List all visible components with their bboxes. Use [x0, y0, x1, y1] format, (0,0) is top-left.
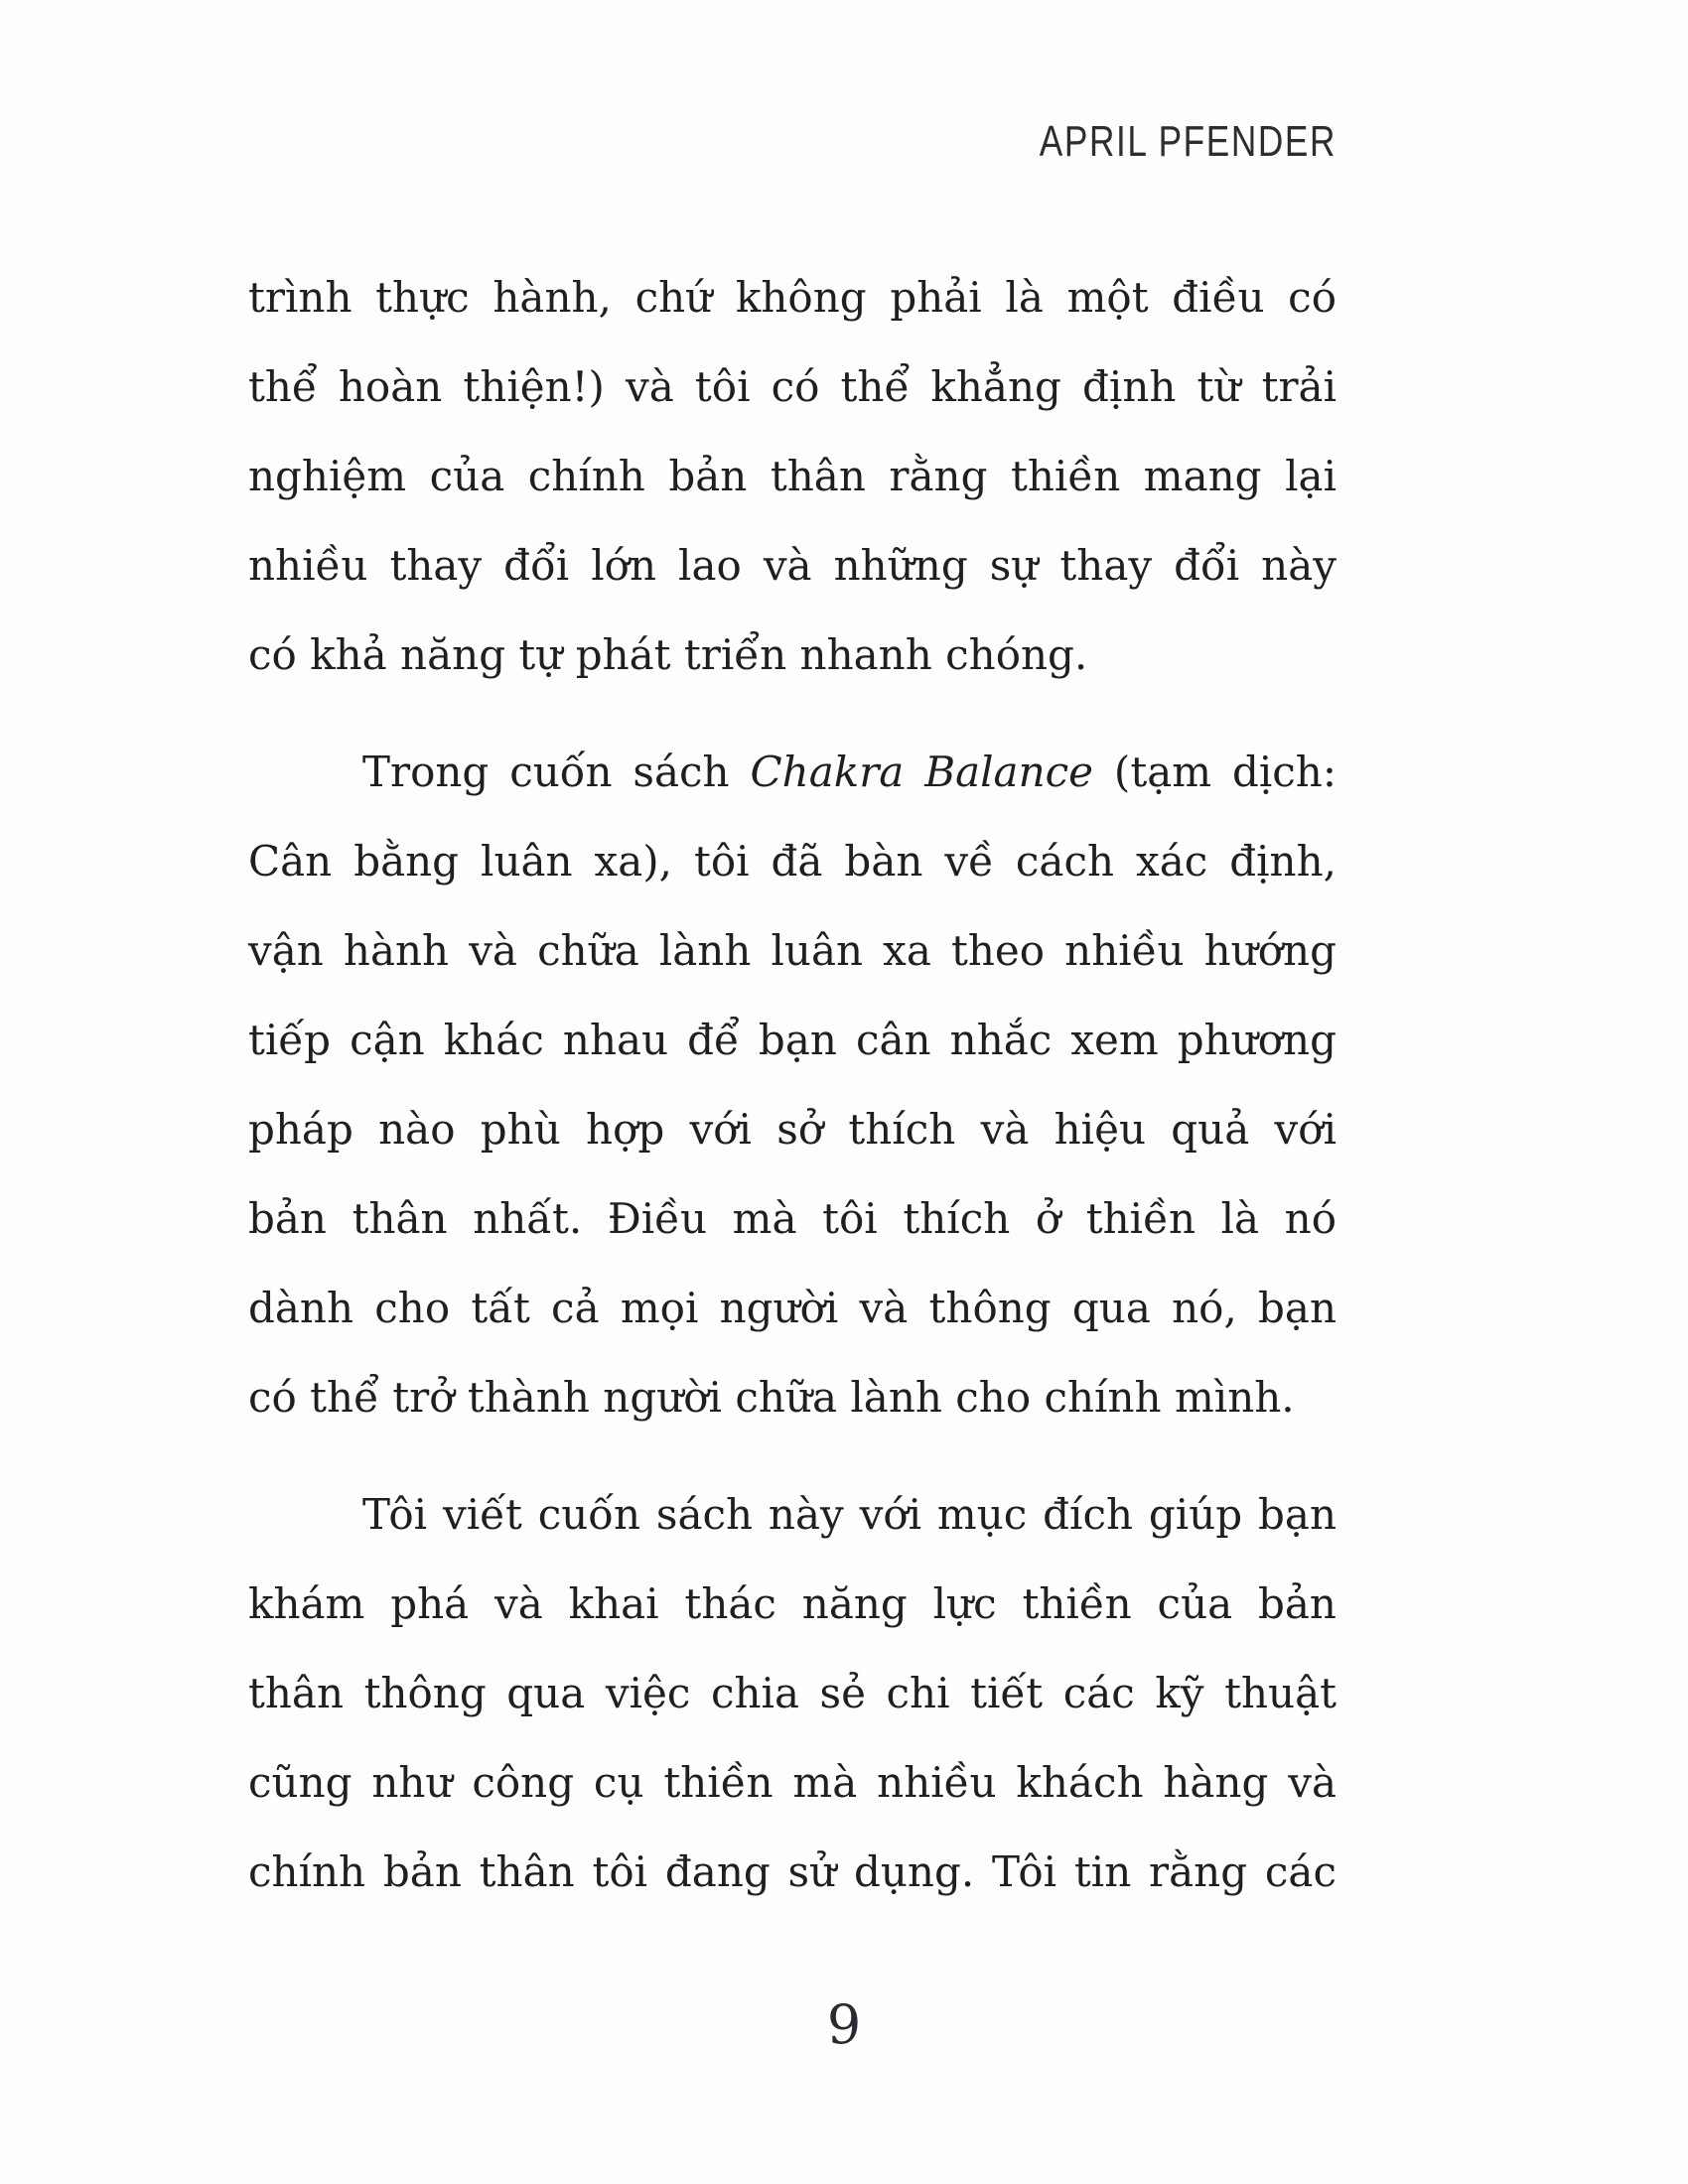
- text-line: Cân bằng luân xa), tôi đã bàn về cách xác định,: [248, 837, 1336, 886]
- text-line: [248, 728, 1336, 817]
- paragraph-2: [248, 728, 1336, 1442]
- text-line: bản thân nhất. Điều mà tôi thích ở thiền là nó: [248, 1194, 1336, 1243]
- text-line: khám phá và khai thác năng lực thiền của bản: [248, 1579, 1336, 1628]
- text-line: nhiều thay đổi lớn lao và những sự thay đổi này: [248, 541, 1336, 590]
- text-line: chính bản thân tôi đang sử dụng. Tôi tin rằng các: [248, 1847, 1336, 1896]
- text-line: Tôi viết cuốn sách này với mục đích giúp bạn: [362, 1490, 1336, 1539]
- text-line: tiếp cận khác nhau để bạn cân nhắc xem phương: [248, 1016, 1336, 1064]
- paragraph-1: [248, 253, 1336, 700]
- text-line: pháp nào phù hợp với sở thích và hiệu quả với: [248, 1105, 1336, 1154]
- text-line: thân thông qua việc chia sẻ chi tiết các kỹ thuật: [248, 1669, 1336, 1717]
- text-line: có thể trở thành người chữa lành cho chính mình.: [248, 1373, 1295, 1422]
- page-number: 9: [826, 1993, 862, 2056]
- text-line: dành cho tất cả mọi người và thông qua nó, bạn: [248, 1284, 1336, 1332]
- text-line: cũng như công cụ thiền mà nhiều khách hàng và: [248, 1758, 1336, 1807]
- text-line: vận hành và chữa lành luân xa theo nhiều hướng: [248, 926, 1336, 975]
- body-text-block: [248, 253, 1336, 1917]
- text-segment: Trong cuốn sách: [362, 748, 751, 796]
- paragraph-3: [248, 1470, 1336, 1917]
- text-line: nghiệm của chính bản thân rằng thiền mang lại: [248, 452, 1336, 500]
- book-title-italic: Chakra Balance: [750, 748, 1094, 796]
- text-line: có khả năng tự phát triển nhanh chóng.: [248, 630, 1088, 679]
- running-header: APRIL PFENDER: [1039, 117, 1336, 166]
- text-segment: (tạm dịch:: [1093, 748, 1337, 796]
- text-line: trình thực hành, chứ không phải là một điều có: [248, 273, 1336, 322]
- text-line: thể hoàn thiện!) và tôi có thể khẳng định từ trải: [248, 362, 1336, 411]
